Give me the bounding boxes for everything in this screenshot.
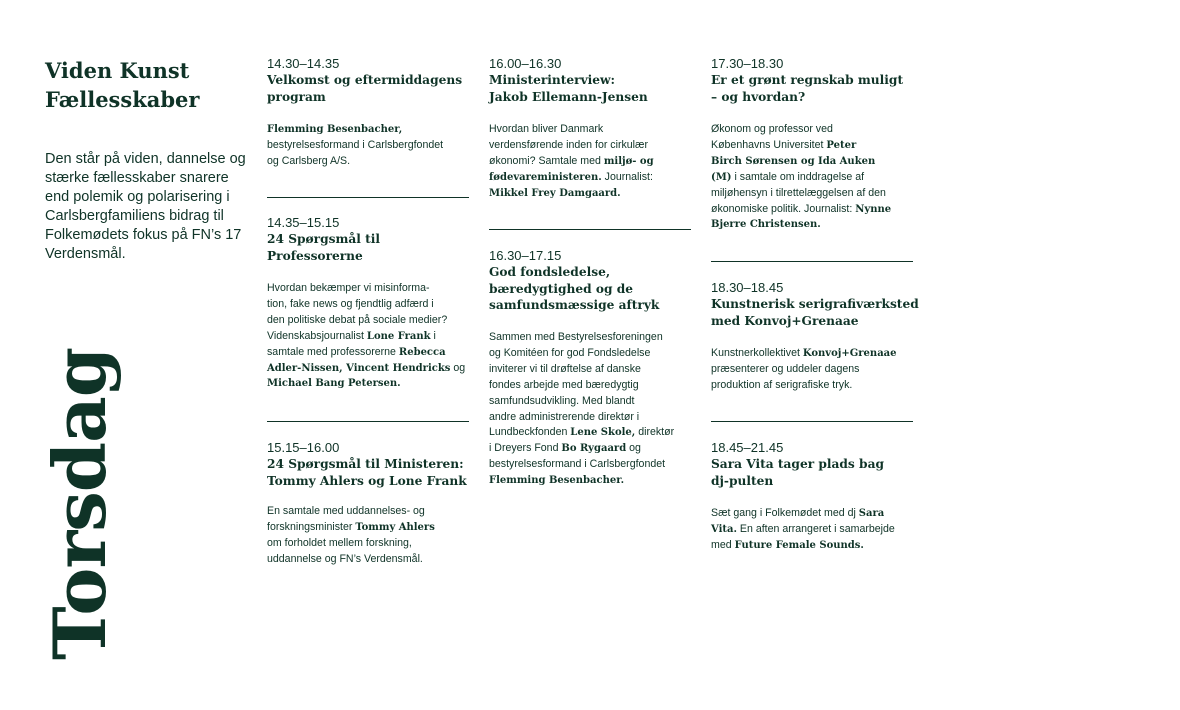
description-text: samfundsudvikling. Med blandt	[489, 394, 635, 407]
description-text: den politiske debat på sociale medier?	[267, 313, 448, 326]
description-line	[267, 122, 472, 138]
description-text: samtale med professorerne	[267, 345, 399, 358]
description-line	[711, 538, 916, 554]
description-line	[489, 378, 694, 394]
highlighted-name: Michael Bang Petersen.	[267, 378, 401, 390]
description-text: økonomiske politik. Journalist:	[711, 202, 856, 215]
description-text: Lundbeckfonden	[489, 426, 571, 439]
event	[267, 215, 477, 390]
highlighted-name: Vita.	[711, 523, 737, 535]
event	[711, 56, 921, 231]
highlighted-name: (M)	[711, 171, 732, 183]
description-text: økonomi? Samtale med	[489, 154, 604, 167]
highlighted-name: Birch Sørensen og Ida Auken	[711, 155, 876, 167]
divider	[711, 261, 913, 262]
event-title-line: samfundsmæssige aftryk	[489, 298, 660, 312]
divider	[711, 421, 913, 422]
description-line	[489, 170, 694, 186]
event-time: 18.45–21.45	[711, 440, 784, 455]
description-line	[489, 346, 694, 362]
description-text: uddannelse og FN’s Verdensmål.	[267, 552, 423, 565]
event-description	[267, 504, 472, 568]
description-line	[267, 154, 472, 170]
event-time: 16.00–16.30	[489, 56, 562, 71]
event	[711, 440, 921, 551]
description-text: med	[711, 538, 735, 551]
event-description	[489, 330, 694, 489]
event-title-line: Velkomst og eftermiddagens	[267, 73, 463, 87]
highlighted-name: Tommy Ahlers	[355, 521, 435, 533]
highlighted-name: Bo Rygaard	[561, 443, 627, 455]
description-text: fondes arbejde med bæredygtig	[489, 378, 639, 391]
description-line	[489, 122, 694, 138]
event	[267, 56, 477, 167]
description-text: bestyrelsesformand i Carlsbergfondet	[267, 138, 444, 151]
description-line	[711, 170, 916, 186]
description-text: bestyrelsesformand i Carlsbergfondet	[489, 458, 666, 471]
description-line	[711, 522, 916, 538]
description-line	[489, 186, 694, 202]
description-text: i Dreyers Fond	[489, 442, 562, 455]
description-text: andre administrerende direktør i	[489, 410, 640, 423]
description-text: og	[450, 361, 466, 374]
event-title	[711, 456, 921, 489]
day-label: Torsdag	[37, 347, 122, 660]
description-line	[711, 154, 916, 170]
description-text: Københavns Universitet	[711, 138, 827, 151]
intro-paragraph: Den står på viden, dannelse og stærke fællesskaber snarere end polemik og polarisering i Carlsbergfamiliens bidrag til Folkemødets fokus på FN’s 17 Verdensmål.	[45, 151, 246, 262]
event	[267, 440, 477, 565]
highlighted-name: Flemming Besenbacher,	[267, 124, 403, 135]
event-title-line: 24 Spørgsmål til Ministeren:	[267, 457, 464, 471]
description-line	[711, 186, 916, 202]
event	[711, 280, 921, 391]
event	[489, 248, 699, 487]
event-title-line: Sara Vita tager plads bag	[711, 457, 884, 471]
description-line	[267, 552, 472, 568]
description-text: En samtale med uddannelses- og	[267, 505, 425, 517]
description-text: forskningsminister	[267, 520, 356, 533]
description-line	[711, 202, 916, 218]
description-text: Videnskabsjournalist	[267, 329, 367, 342]
highlighted-name: Mikkel Frey Damgaard.	[489, 187, 621, 199]
event-title	[267, 231, 477, 264]
highlighted-name: Bjerre Christensen.	[711, 219, 821, 231]
description-line	[267, 345, 472, 361]
description-line	[267, 313, 472, 329]
description-line	[489, 441, 694, 457]
description-line	[489, 473, 694, 489]
heading-line-1: Viden Kunst	[45, 58, 190, 83]
event-title-line: – og hvordan?	[711, 89, 806, 104]
event-title-line: bæredygtighed og de	[489, 281, 634, 296]
description-line	[489, 154, 694, 170]
divider	[489, 229, 691, 230]
event-description	[267, 281, 472, 392]
description-text: om forholdet mellem forskning,	[267, 536, 412, 549]
description-line	[489, 457, 694, 473]
event-time: 17.30–18.30	[711, 56, 784, 71]
event-title-line: Ministerinterview:	[489, 73, 616, 87]
event-title-line: program	[267, 89, 326, 104]
description-text: Økonom og professor ved	[711, 123, 833, 135]
description-text: præsenterer og uddeler dagens	[711, 362, 860, 375]
description-text: tion, fake news og fjendtlig adfærd i	[267, 297, 434, 310]
event-title-line: Kunstnerisk serigrafiværksted	[711, 297, 919, 311]
description-text: og Carlsberg A/S.	[267, 154, 351, 167]
description-line	[489, 330, 694, 346]
event-title-line: med Konvoj+Grenaae	[711, 313, 859, 328]
description-text: En aften arrangeret i samarbejde	[736, 522, 895, 535]
event-title	[711, 72, 921, 105]
heading-line-2: Fællesskaber	[45, 87, 200, 112]
description-line	[711, 217, 916, 233]
event-time: 18.30–18.45	[711, 280, 784, 295]
description-text: Sæt gang i Folkemødet med dj	[711, 507, 859, 519]
description-text: Hvordan bliver Danmark	[489, 123, 604, 135]
description-text: verdensførende inden for cirkulær	[489, 138, 648, 151]
highlighted-name: Future Female Sounds.	[734, 539, 864, 551]
highlighted-name: Konvoj+Grenaae	[802, 348, 897, 359]
event-title-line: God fondsledelse,	[489, 265, 611, 279]
description-line	[711, 346, 916, 362]
highlighted-name: Flemming Besenbacher.	[489, 475, 625, 487]
description-text: og Komitéen for god Fondsledelse	[489, 346, 651, 359]
event-title-line: Jakob Ellemann-Jensen	[489, 89, 648, 104]
description-line	[711, 122, 916, 138]
description-line	[267, 504, 472, 520]
description-line	[267, 138, 472, 154]
event-description	[267, 122, 472, 170]
description-line	[711, 378, 916, 394]
description-text: Kunstnerkollektivet	[711, 347, 803, 359]
description-line	[489, 362, 694, 378]
description-line	[489, 425, 694, 441]
description-line	[267, 297, 472, 313]
highlighted-name: Sara	[858, 508, 885, 519]
highlighted-name: Nynne	[855, 203, 892, 215]
description-line	[267, 281, 472, 297]
description-line	[711, 362, 916, 378]
event-title	[267, 456, 477, 489]
event-title	[489, 72, 699, 105]
event-title-line: Tommy Ahlers og Lone Frank	[267, 473, 467, 488]
description-text: inviterer vi til drøftelse af danske	[489, 362, 641, 375]
highlighted-name: Peter	[826, 139, 857, 151]
event-title-line: Er et grønt regnskab muligt	[711, 73, 904, 87]
highlighted-name: miljø- og	[603, 155, 654, 167]
divider	[267, 421, 469, 422]
page-heading	[45, 56, 199, 114]
highlighted-name: Lene Skole,	[570, 427, 636, 439]
event-description	[489, 122, 694, 202]
description-text: Hvordan bekæmper vi misinforma-	[267, 282, 430, 294]
description-line	[489, 138, 694, 154]
description-line	[267, 361, 472, 377]
divider	[267, 197, 469, 198]
event-title-line: 24 Spørgsmål til Professorerne	[267, 232, 381, 263]
description-text: i	[430, 329, 436, 342]
description-line	[711, 138, 916, 154]
event	[489, 56, 699, 199]
description-text: Journalist:	[601, 170, 653, 183]
highlighted-name: fødevareministeren.	[489, 171, 602, 183]
description-text: i samtale om inddragelse af	[731, 170, 865, 183]
highlighted-name: Lone Frank	[366, 330, 431, 342]
description-line	[267, 376, 472, 392]
description-line	[489, 394, 694, 410]
highlighted-name: Rebecca	[398, 346, 446, 358]
event-time: 16.30–17.15	[489, 248, 562, 263]
description-text: direktør	[635, 426, 675, 439]
description-line	[489, 410, 694, 426]
event-time: 15.15–16.00	[267, 440, 340, 455]
highlighted-name: Adler-Nissen, Vincent Hendricks	[267, 362, 451, 374]
description-text: Sammen med Bestyrelsesforeningen	[489, 331, 663, 343]
description-text: produktion af serigrafiske tryk.	[711, 378, 853, 391]
event-title	[267, 72, 477, 105]
description-line	[267, 536, 472, 552]
description-line	[267, 520, 472, 536]
event-title	[489, 264, 699, 314]
event-time: 14.35–15.15	[267, 215, 340, 230]
event-description	[711, 346, 916, 394]
event-title	[711, 296, 921, 329]
description-line	[711, 506, 916, 522]
description-text: miljøhensyn i tilrettelæggelsen af den	[711, 186, 886, 199]
event-title-line: dj-pulten	[711, 473, 774, 488]
description-text: og	[626, 442, 641, 455]
event-description	[711, 506, 916, 554]
event-time: 14.30–14.35	[267, 56, 340, 71]
event-description	[711, 122, 916, 233]
description-line	[267, 329, 472, 345]
